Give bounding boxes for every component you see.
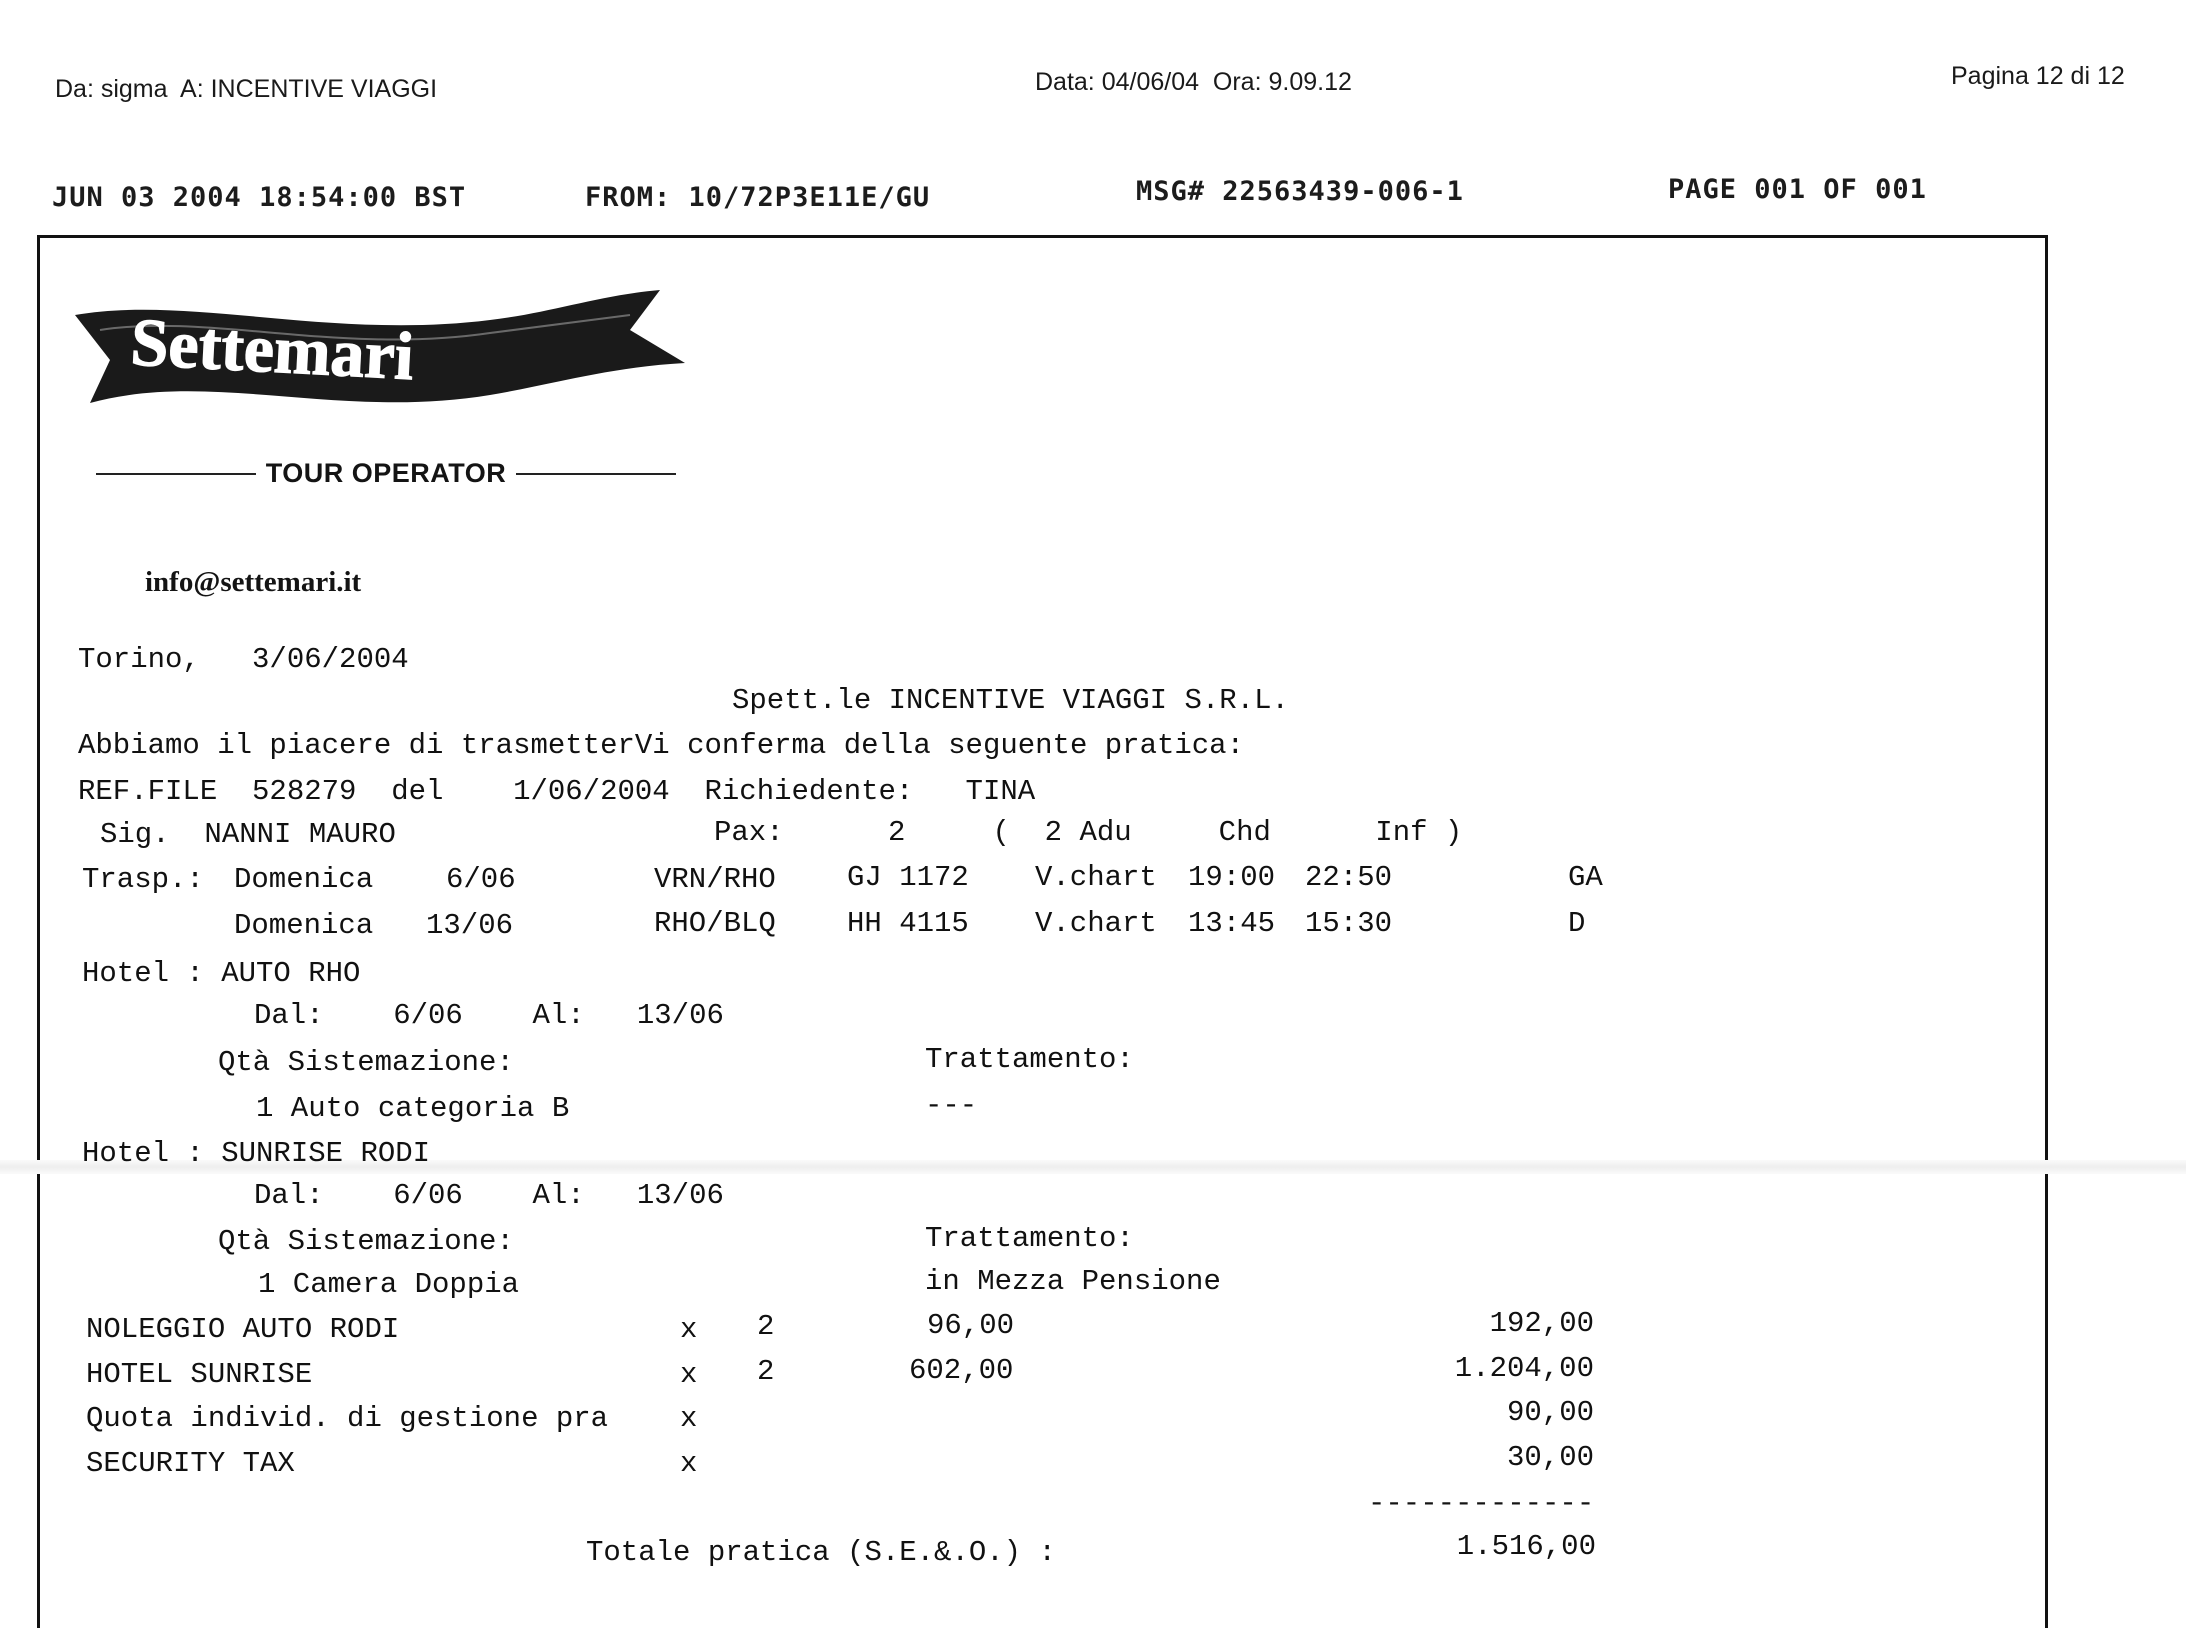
- email-address: info@settemari.it: [145, 566, 362, 598]
- board-label: Trattamento:: [925, 1222, 1134, 1255]
- total-separator: -------------: [1368, 1487, 1595, 1520]
- cost-description: SECURITY TAX: [86, 1447, 295, 1480]
- cost-multiplier: x: [680, 1358, 698, 1391]
- board-label: Trattamento:: [925, 1043, 1134, 1076]
- hotel-name: Hotel : AUTO RHO: [82, 957, 361, 990]
- total-label: Totale pratica (S.E.&.O.) :: [586, 1536, 1056, 1569]
- transport-code: D: [1568, 907, 1586, 940]
- transport-day: Domenica: [234, 909, 374, 942]
- transport-label: Trasp.:: [82, 863, 204, 896]
- cost-total: 192,00: [1489, 1307, 1594, 1340]
- transport-flight: HH 4115: [847, 907, 969, 940]
- tagline-text: TOUR OPERATOR: [265, 458, 507, 488]
- cost-total: 90,00: [1506, 1396, 1594, 1429]
- settemari-logo: [70, 285, 690, 435]
- cost-total: 1.204,00: [1454, 1352, 1594, 1385]
- fax-from-to: Da: sigma A: INCENTIVE VIAGGI: [55, 75, 438, 103]
- cost-description: Quota individ. di gestione pra: [86, 1402, 609, 1435]
- transport-type: V.chart: [1035, 907, 1157, 940]
- transport-day: Domenica: [234, 863, 374, 896]
- logo-text: Settemari: [128, 303, 416, 395]
- accommodation-label: Qtà Sistemazione:: [218, 1225, 514, 1258]
- intro-text: Abbiamo il piacere di trasmetterVi conferma della seguente pratica:: [78, 729, 1244, 762]
- cost-unit-price: 602,00: [909, 1354, 1014, 1387]
- tagline-rule-left: [96, 473, 256, 475]
- accommodation-label: Qtà Sistemazione:: [218, 1046, 514, 1079]
- transport-code: GA: [1568, 861, 1603, 894]
- tour-operator-tagline: [96, 458, 676, 489]
- cost-total: 30,00: [1506, 1441, 1594, 1474]
- transport-date: 6/06: [446, 863, 516, 896]
- board-value: in Mezza Pensione: [925, 1265, 1221, 1298]
- cost-unit-price: 96,00: [927, 1309, 1015, 1342]
- pax-line: Pax: 2 ( 2 Adu Chd Inf ): [714, 816, 1463, 849]
- transmission-date: JUN 03 2004 18:54:00 BST: [52, 182, 467, 213]
- cost-multiplier: x: [680, 1313, 698, 1346]
- accommodation-value: 1 Auto categoria B: [256, 1092, 570, 1125]
- cost-quantity: 2: [757, 1355, 775, 1388]
- fax-page-number: Pagina 12 di 12: [1951, 62, 2125, 90]
- place-date: Torino, 3/06/2004: [78, 643, 409, 676]
- cost-quantity: 2: [757, 1310, 775, 1343]
- board-value: ---: [925, 1089, 978, 1122]
- transmission-from: FROM: 10/72P3E11E/GU: [585, 182, 931, 213]
- transport-arrival: 22:50: [1305, 861, 1393, 894]
- cost-multiplier: x: [680, 1402, 698, 1435]
- hotel-dates: Dal: 6/06 Al: 13/06: [254, 999, 724, 1032]
- recipient: Spett.le INCENTIVE VIAGGI S.R.L.: [732, 684, 1289, 717]
- customer-name: Sig. NANNI MAURO: [100, 818, 396, 851]
- transport-route: RHO/BLQ: [654, 907, 776, 940]
- transmission-msg: MSG# 22563439-006-1: [1136, 176, 1464, 207]
- accommodation-value: 1 Camera Doppia: [258, 1268, 520, 1301]
- transport-flight: GJ 1172: [847, 861, 969, 894]
- hotel-name: Hotel : SUNRISE RODI: [82, 1137, 431, 1170]
- cost-multiplier: x: [680, 1447, 698, 1480]
- total-value: 1.516,00: [1456, 1530, 1596, 1563]
- fax-datetime: Data: 04/06/04 Ora: 9.09.12: [1035, 68, 1352, 96]
- transport-type: V.chart: [1035, 861, 1157, 894]
- transport-departure: 19:00: [1188, 861, 1276, 894]
- transport-date: 13/06: [426, 909, 514, 942]
- transport-departure: 13:45: [1188, 907, 1276, 940]
- transmission-page: PAGE 001 OF 001: [1668, 174, 1927, 205]
- reference-line: REF.FILE 528279 del 1/06/2004 Richiedente: TINA: [78, 775, 1036, 808]
- tagline-rule-right: [516, 473, 676, 475]
- transport-arrival: 15:30: [1305, 907, 1393, 940]
- cost-description: HOTEL SUNRISE: [86, 1358, 313, 1391]
- cost-description: NOLEGGIO AUTO RODI: [86, 1313, 400, 1346]
- hotel-dates: Dal: 6/06 Al: 13/06: [254, 1179, 724, 1212]
- transport-route: VRN/RHO: [654, 863, 776, 896]
